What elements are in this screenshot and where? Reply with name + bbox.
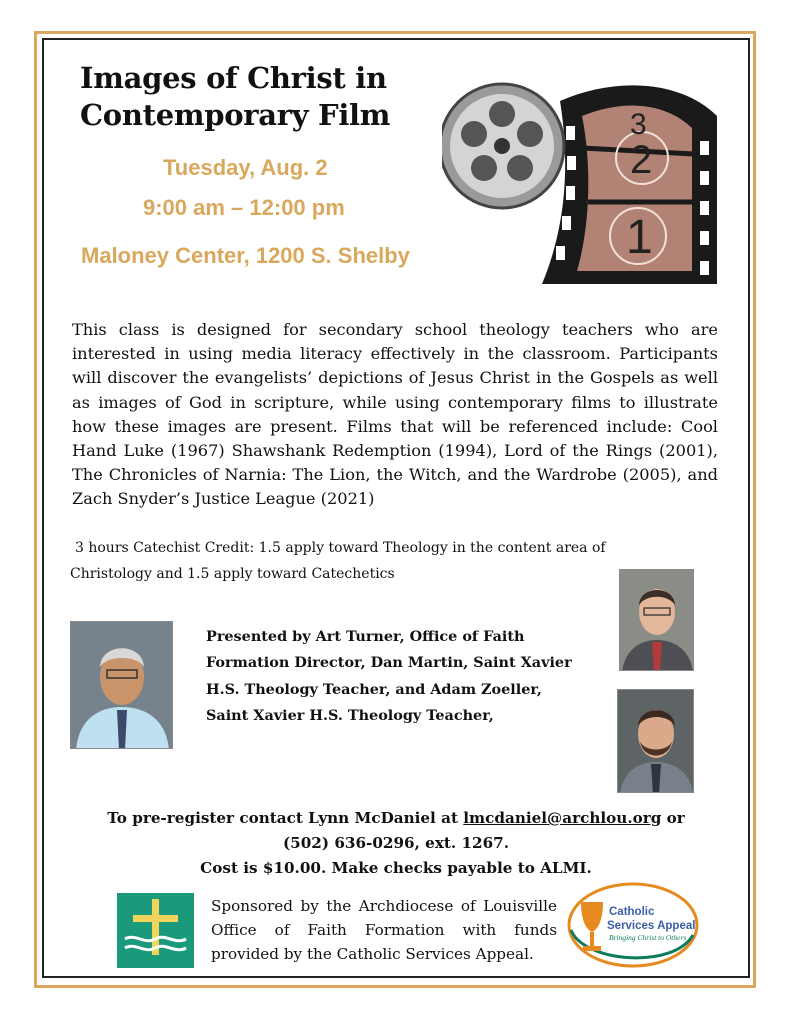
frame-2: 2 — [630, 138, 653, 182]
register-phone: (502) 636-0296, ext. 1267. — [282, 834, 510, 852]
title-line-1: Images of Christ in — [80, 61, 387, 95]
credit-line-2: Christology and 1.5 apply toward Catechetics — [70, 566, 395, 582]
frame-3: 3 — [630, 108, 647, 141]
presenters-line-3: H.S. Theology Teacher, and Adam Zoeller, — [206, 680, 542, 698]
logo-right-line-1: Catholic — [609, 906, 655, 918]
credit-line-1: 3 hours Catechist Credit: 1.5 apply toward Theology in the content area of — [75, 540, 606, 556]
event-date: Tuesday, Aug. 2 — [163, 155, 328, 180]
sponsor-text: Sponsored by the Archdiocese of Louisville Office of Faith Formation with funds provided by the Catholic Services Appeal. — [211, 897, 557, 963]
register-suffix: or — [661, 809, 685, 827]
page-title — [80, 60, 440, 134]
cost-line: Cost is $10.00. Make checks payable to ALMI. — [200, 859, 592, 877]
cross-wave-logo-icon — [117, 893, 194, 968]
presenters — [206, 624, 606, 730]
registration-info — [95, 806, 697, 881]
photo-dan-martin — [619, 569, 694, 671]
description: This class is designed for secondary school theology teachers who are interested in using media literacy effectively in the classroom. Participants will discover the evangelists’ depictions of Jesus Christ in the Gospels as well as images of God in scripture, while using contemporary films to illustrate how these images are present. Films that will be referenced include: Cool Hand Luke (1967) Shawshank Redemption (1994), Lord of the Rings (2001), The Chronicles of Narnia: The Lion, the Witch, and the Wardrobe (2005), and Zach Snyder’s Justice League (2021) — [72, 320, 718, 509]
film-reel-icon — [442, 56, 722, 284]
logo-right-line-2: Services Appeal — [607, 920, 696, 932]
presenters-line-4: Saint Xavier H.S. Theology Teacher, — [206, 707, 494, 725]
frame-1: 1 — [626, 211, 653, 264]
photo-adam-zoeller — [617, 689, 694, 793]
event-location: Maloney Center, 1200 S. Shelby — [81, 243, 410, 268]
logo-right-tagline: Bringing Christ to Others — [609, 933, 687, 942]
title-line-2: Contemporary Film — [80, 98, 391, 132]
photo-art-turner — [70, 621, 173, 749]
event-time: 9:00 am – 12:00 pm — [143, 195, 345, 220]
presenters-line-1: Presented by Art Turner, Office of Faith — [206, 628, 525, 645]
chalice-logo-icon — [563, 880, 699, 970]
presenters-line-2: Formation Director, Dan Martin, Saint Xavier — [206, 654, 572, 672]
register-line — [95, 806, 697, 831]
register-prefix: To pre-register contact Lynn McDaniel at — [107, 809, 464, 827]
register-email-link[interactable]: lmcdaniel@archlou.org — [463, 809, 662, 827]
